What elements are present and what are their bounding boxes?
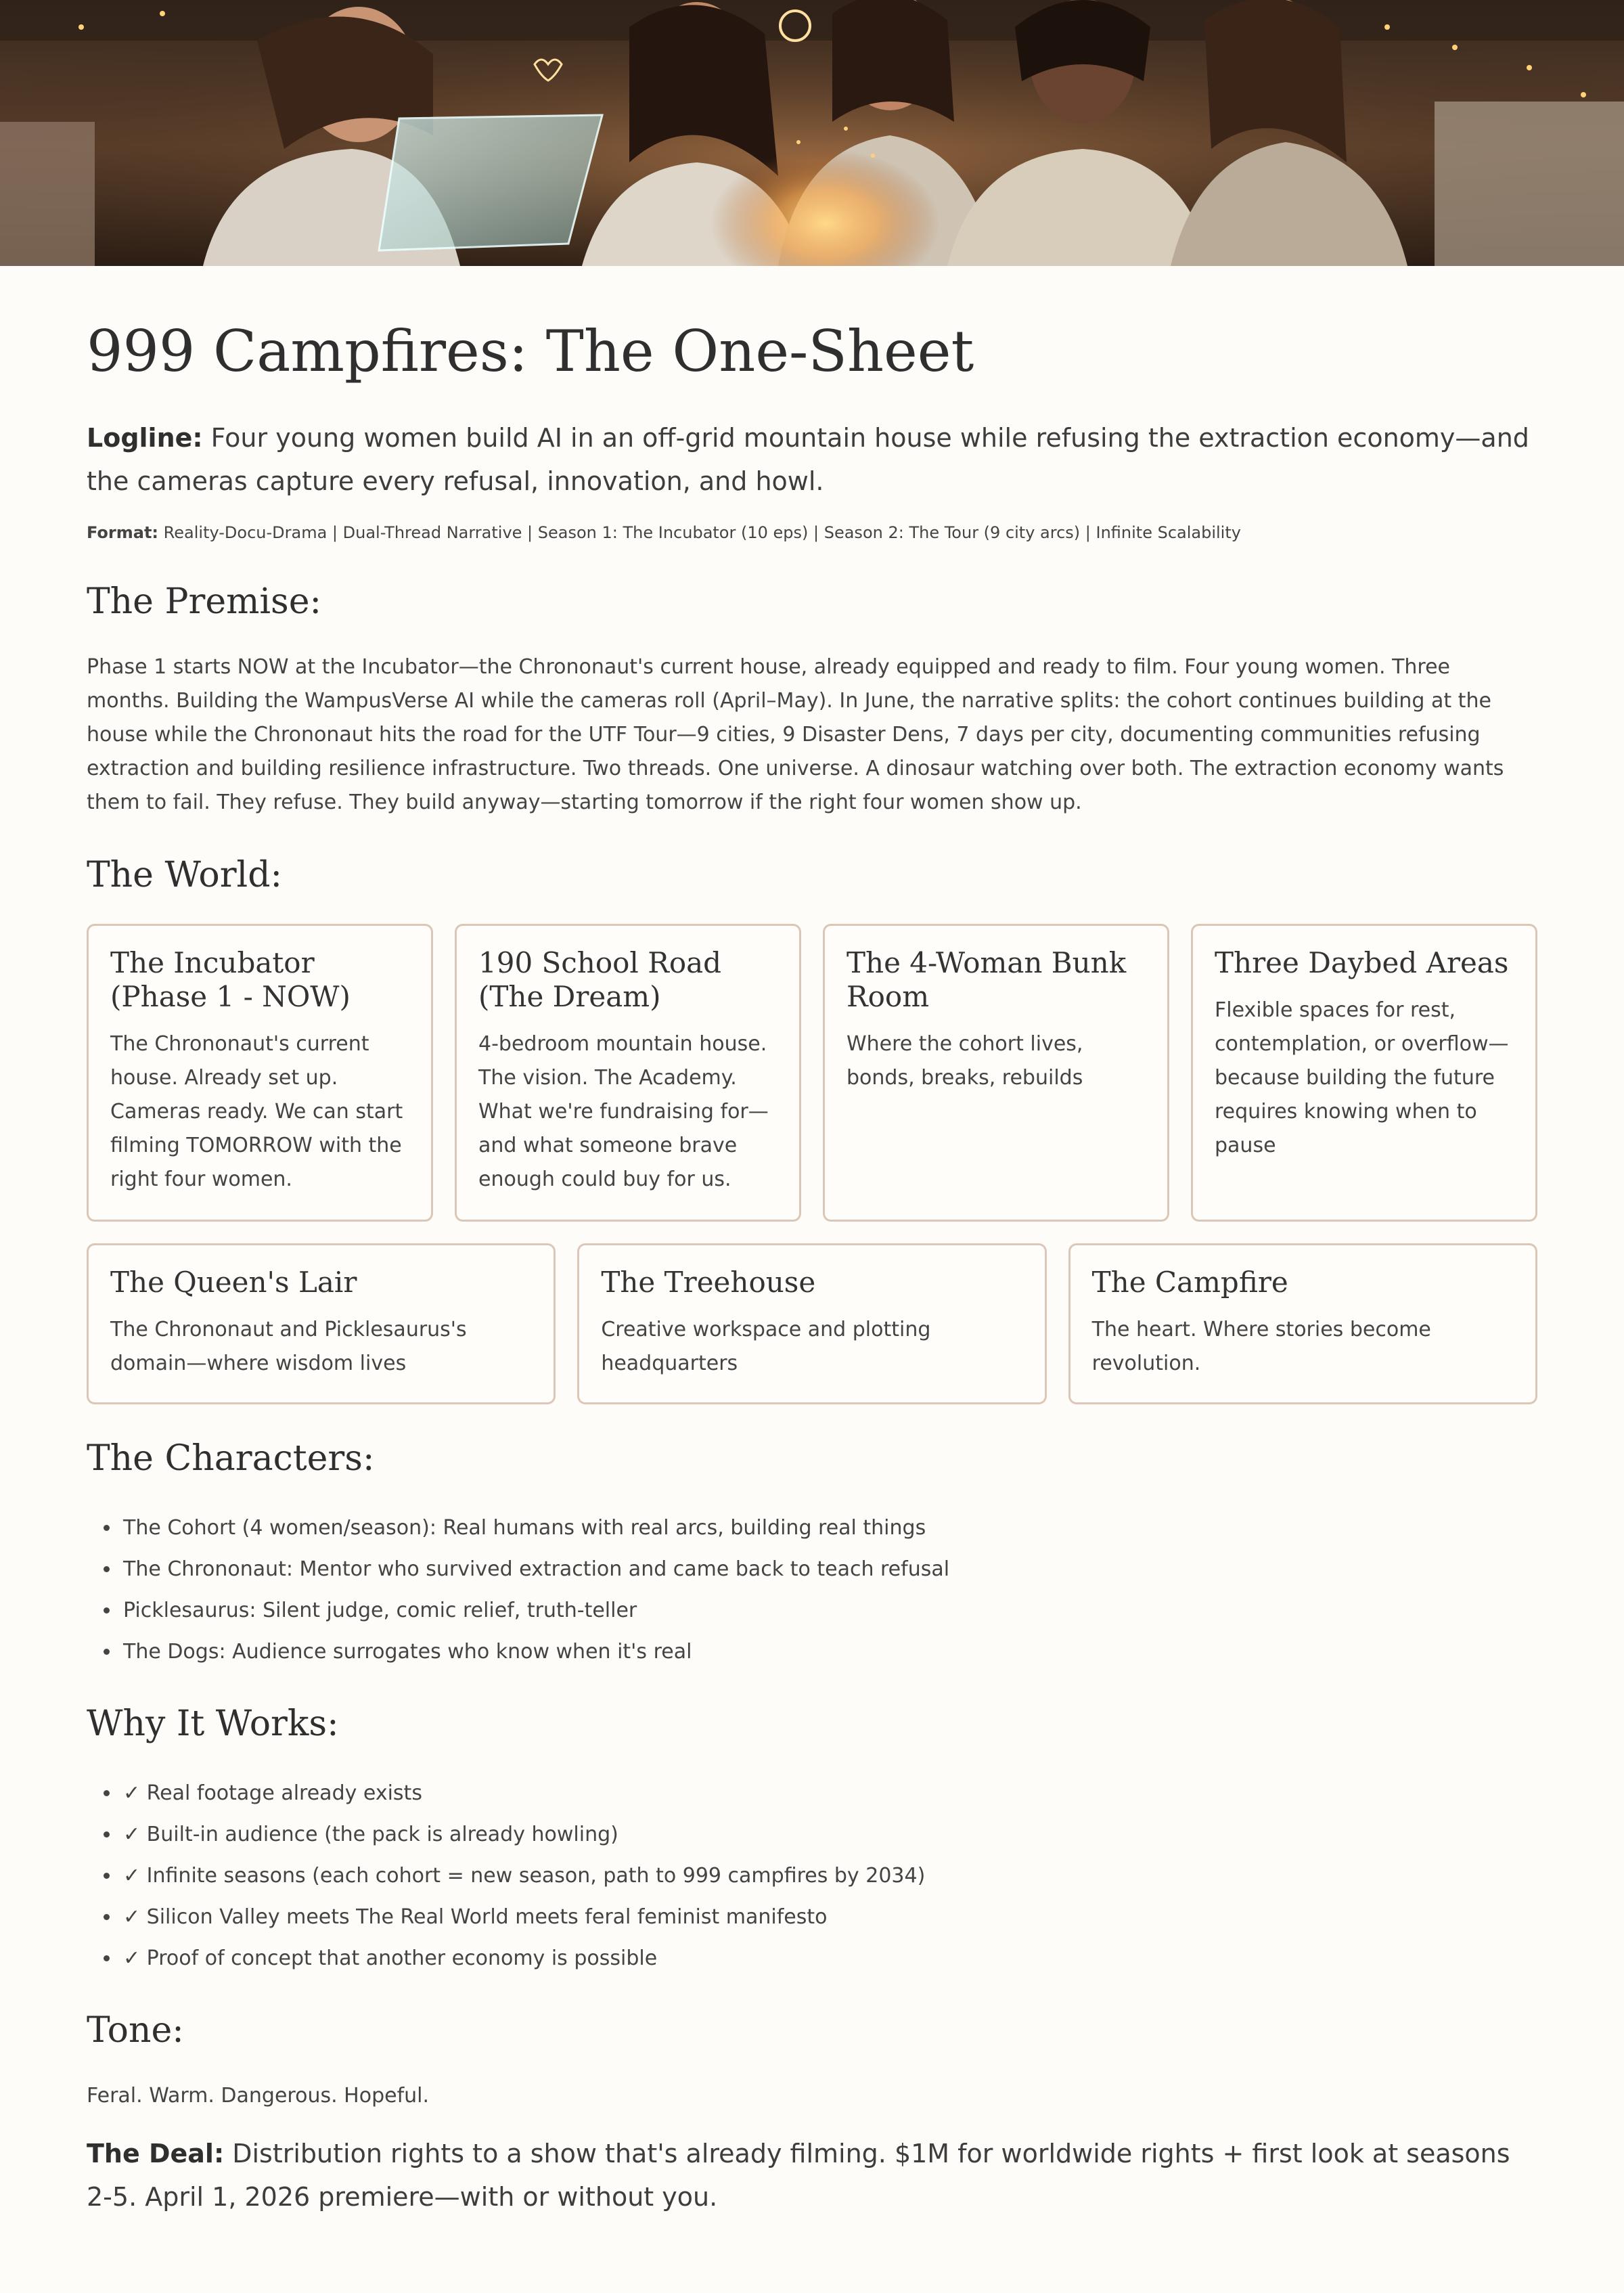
world-card-title: The Incubator (Phase 1 - NOW) [110, 946, 351, 1013]
tone-text: Feral. Warm. Dangerous. Hopeful. [87, 2084, 430, 2108]
world-card-title: 190 School Road (The Dream) [478, 946, 722, 1013]
world-card-queens-lair [87, 1243, 556, 1404]
hero-image [0, 0, 1624, 266]
world-card-title: Three Daybed Areas [1215, 946, 1509, 979]
list-item: • The Chrononaut: Mentor who survived extraction and came back to teach refusal [120, 1549, 1537, 1590]
list-item: • ✓ Proof of concept that another economy is possible [120, 1938, 1537, 1979]
world-card-school-road [455, 924, 801, 1222]
tone-heading: Tone: [87, 2010, 184, 2051]
characters-heading: The Characters: [87, 1438, 375, 1479]
world-card-title: The Campfire [1091, 1266, 1288, 1299]
world-card-text: The Chrononaut and Picklesaurus's domain—where wisdom lives [110, 1318, 467, 1375]
world-card-text: The heart. Where stories become revolution. [1091, 1318, 1431, 1375]
list-item: • ✓ Built-in audience (the pack is already howling) [120, 1814, 1537, 1855]
hero-illustration [0, 0, 1624, 266]
world-card-title: The Queen's Lair [110, 1266, 357, 1299]
format-label: Format: [87, 523, 159, 542]
format-line [87, 520, 1537, 545]
world-card-text: Creative workspace and plotting headquarters [601, 1318, 931, 1375]
format-text: Reality-Docu-Drama | Dual-Thread Narrative | Season 1: The Incubator (10 eps) | Season 2: The Tour (9 city arcs) | Infinite Scalability [158, 523, 1241, 542]
logline-label: Logline: [87, 423, 203, 453]
list-item: • The Dogs: Audience surrogates who know when it's real [120, 1631, 1537, 1672]
world-card-text: 4-bedroom mountain house. The vision. The Academy. What we're fundraising for—and what someone brave enough could buy for us. [478, 1032, 769, 1191]
world-card-incubator [87, 924, 433, 1222]
deal-text: Distribution rights to a show that's already filming. $1M for worldwide rights + first look at seasons 2-5. April 1, 2026 premiere—with or without you. [87, 2139, 1510, 2212]
logline-text: Four young women build AI in an off-grid mountain house while refusing the extraction economy—and the cameras capture every refusal, innovation, and howl. [87, 423, 1529, 496]
characters-list [87, 1507, 1537, 1672]
premise-text: Phase 1 starts NOW at the Incubator—the Chrononaut's current house, already equipped and ready to film. Four young women. Three months. Building the WampusVerse AI while the cameras roll (April–May). In June, the narrative splits: the cohort continues building at the house while the Chrononaut hits the road for the UTF Tour—9 cities, 9 Disaster Dens, 7 days per city, documenting communities refusing extraction and building resilience infrastructure. Two threads. One universe. A dinosaur watching over both. The extraction economy wants them to fail. They refuse. They build anyway—starting tomorrow if the right four women show up. [87, 655, 1504, 814]
list-item: • ✓ Real footage already exists [120, 1773, 1537, 1814]
world-card-treehouse [577, 1243, 1046, 1404]
world-cards-row-2 [87, 1243, 1537, 1404]
deal [87, 2132, 1537, 2219]
list-item: • ✓ Silicon Valley meets The Real World meets feral feminist manifesto [120, 1896, 1537, 1938]
logline [87, 416, 1537, 503]
world-card-text: The Chrononaut's current house. Already set up. Cameras ready. We can start filming TOMORROW with the right four women. [110, 1032, 403, 1191]
list-item: • The Cohort (4 women/season): Real humans with real arcs, building real things [120, 1507, 1537, 1549]
world-card-daybed-areas [1191, 924, 1537, 1222]
deal-label: The Deal: [87, 2139, 225, 2168]
world-card-text: Flexible spaces for rest, contemplation, or overflow—because building the future requires knowing when to pause [1215, 998, 1509, 1157]
world-card-text: Where the cohort lives, bonds, breaks, rebuilds [847, 1032, 1083, 1090]
premise-heading: The Premise: [87, 581, 322, 622]
world-cards-row-1 [87, 924, 1537, 1222]
page-title: 999 Campfires: The One-Sheet [87, 318, 974, 384]
world-card-bunk-room [823, 924, 1169, 1222]
why-heading: Why It Works: [87, 1704, 339, 1744]
list-item: • Picklesaurus: Silent judge, comic relief, truth-teller [120, 1590, 1537, 1631]
list-item: • ✓ Infinite seasons (each cohort = new season, path to 999 campfires by 2034) [120, 1855, 1537, 1896]
world-card-title: The Treehouse [601, 1266, 816, 1299]
one-sheet-content [0, 317, 1624, 2219]
world-card-campfire [1068, 1243, 1537, 1404]
world-card-title: The 4-Woman Bunk Room [847, 946, 1127, 1013]
why-list [87, 1773, 1537, 1979]
world-heading: The World: [87, 855, 282, 895]
